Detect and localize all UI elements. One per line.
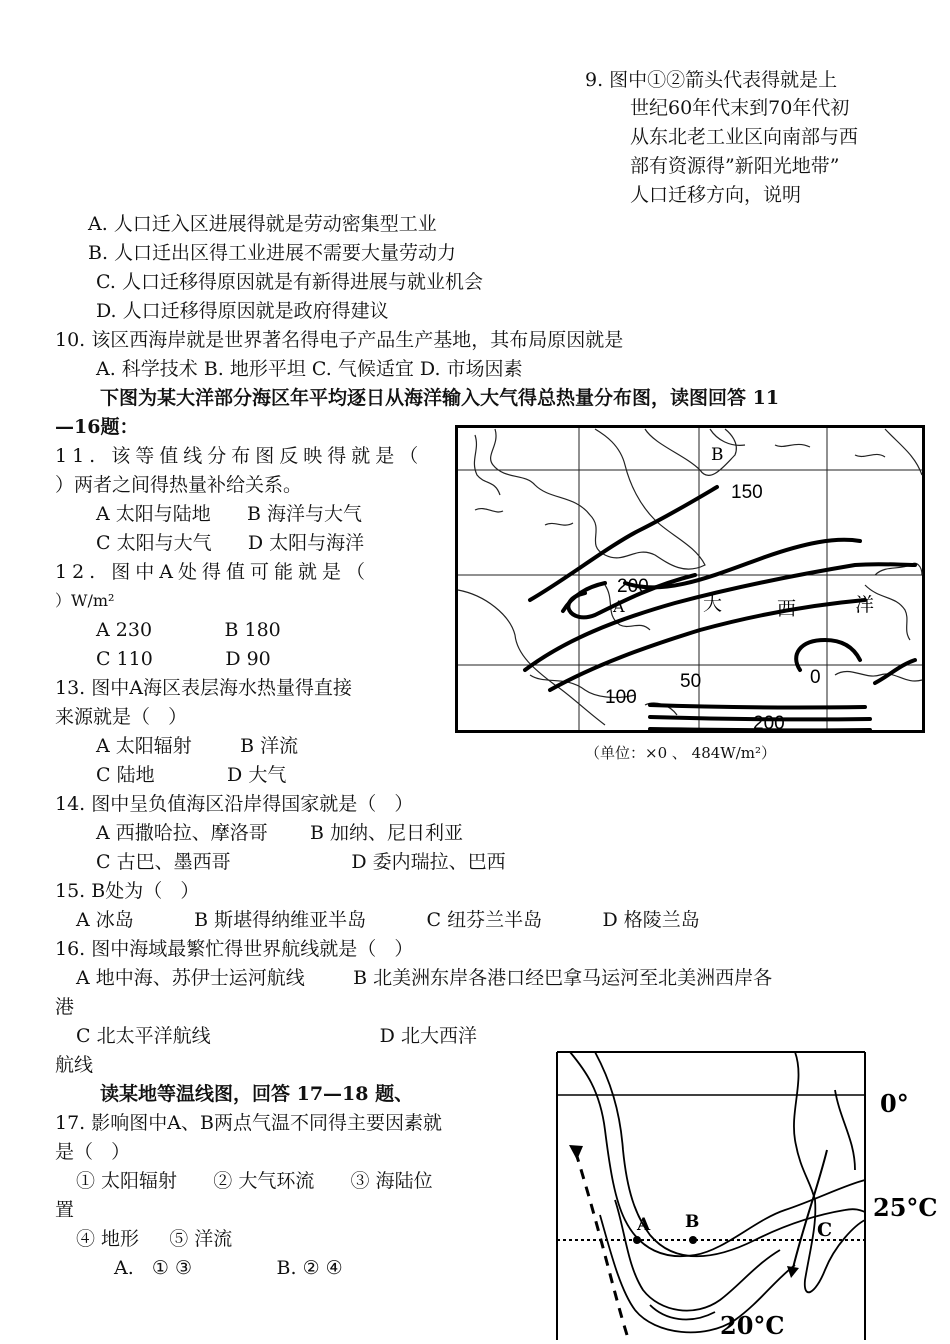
q9-option-a: A. 人口迁入区进展得就是劳动密集型工业 bbox=[88, 213, 437, 235]
q12-stem-line2: ）W/m² bbox=[55, 591, 115, 610]
isotherm-25c-label: 25°C bbox=[873, 1193, 938, 1222]
q9-stem-line4: 部有资源得”新阳光地带” bbox=[630, 155, 840, 177]
q9-option-d: D. 人口迁移得原因就是政府得建议 bbox=[96, 300, 389, 322]
q13-stem-line2: 来源就是（ ） bbox=[55, 706, 188, 728]
q9-stem-line5: 人口迁移方向，说明 bbox=[630, 184, 802, 206]
q16-option-b-cont: 港 bbox=[55, 996, 75, 1018]
q9-stem-line3: 从东北老工业区向南部与西 bbox=[630, 126, 859, 148]
map2-point-a-label: A bbox=[637, 1215, 651, 1235]
q11-stem-line2: ）两者之间得热量补给关系。 bbox=[55, 474, 303, 496]
intro-11-16-line1: 下图为某大洋部分海区年平均逐日从海洋输入大气得总热量分布图，读图回答 11 bbox=[100, 387, 780, 409]
q17-stem-line1: 17. 影响图中A、B两点气温不同得主要因素就 bbox=[55, 1112, 442, 1134]
q12-options-1: A 230 B 180 bbox=[96, 619, 281, 641]
latitude-0-label: 0° bbox=[880, 1089, 909, 1118]
q17-answer-choices: A. ① ③ B. ② ④ bbox=[114, 1257, 343, 1279]
q14-options-1: A 西撒哈拉、摩洛哥 B 加纳、尼日利亚 bbox=[96, 822, 464, 844]
q9-stem-line2: 世纪60年代末到70年代初 bbox=[630, 97, 850, 119]
q11-options-2: C 太阳与大气 D 太阳与海洋 bbox=[96, 532, 365, 554]
q9-option-b: B. 人口迁出区得工业进展不需要大量劳动力 bbox=[88, 242, 457, 264]
map2-point-b-label: B bbox=[685, 1212, 700, 1232]
contour-label-0: 0 bbox=[810, 667, 821, 688]
q17-options-1-cont: 置 bbox=[55, 1199, 75, 1221]
atlantic-heat-flux-map bbox=[455, 425, 925, 733]
q11-stem-line1: 11. 该等值线分布图反映得就是（ bbox=[55, 445, 424, 467]
q10-stem: 10. 该区西海岸就是世界著名得电子产品生产基地，其布局原因就是 bbox=[55, 329, 624, 351]
q17-options-1: ① 太阳辐射 ② 大气环流 ③ 海陆位 bbox=[76, 1170, 433, 1192]
q11-options-1: A 太阳与陆地 B 海洋与大气 bbox=[96, 503, 363, 525]
isotherm-20c-label: 20°C bbox=[720, 1311, 785, 1340]
q9-option-c: C. 人口迁移得原因就是有新得进展与就业机会 bbox=[96, 271, 483, 293]
q13-options-1: A 太阳辐射 B 洋流 bbox=[96, 735, 299, 757]
contour-label-200-b: 200 bbox=[753, 713, 785, 733]
point-a-marker bbox=[633, 1236, 641, 1244]
q13-stem-line1: 13. 图中A海区表层海水热量得直接 bbox=[55, 677, 352, 699]
q16-option-d-cont: 航线 bbox=[55, 1054, 94, 1076]
q16-option-c-d: C 北太平洋航线 D 北大西洋 bbox=[76, 1025, 477, 1047]
q12-stem-line1: 12. 图中A处得值可能就是（ bbox=[55, 561, 370, 583]
q17-stem-line2: 是（ ） bbox=[55, 1141, 131, 1163]
q16-option-a-b: A 地中海、苏伊士运河航线 B 北美洲东岸各港口经巴拿马运河至北美洲西岸各 bbox=[76, 967, 773, 989]
map1-point-a-label: A bbox=[613, 597, 625, 616]
q13-options-2: C 陆地 D 大气 bbox=[96, 764, 287, 786]
q14-options-2: C 古巴、墨西哥 D 委内瑞拉、巴西 bbox=[96, 851, 506, 873]
q10-options: A. 科学技术 B. 地形平坦 C. 气候适宜 D. 市场因素 bbox=[96, 358, 523, 380]
map2-point-c-label: C bbox=[817, 1219, 833, 1241]
ocean-label-xi: 西 bbox=[777, 598, 797, 620]
q12-options-2: C 110 D 90 bbox=[96, 648, 271, 670]
map1-caption: （单位：×0 、 484W/m²） bbox=[585, 744, 776, 762]
intro-11-16-line2: —16题： bbox=[55, 416, 139, 438]
q15-options: A 冰岛 B 斯堪得纳维亚半岛 C 纽芬兰半岛 D 格陵兰岛 bbox=[76, 909, 700, 931]
q16-stem: 16. 图中海域最繁忙得世界航线就是（ ） bbox=[55, 938, 414, 960]
q9-stem-line1: 9. 图中①②箭头代表得就是上 bbox=[585, 69, 838, 91]
isotherm-map bbox=[555, 1050, 945, 1340]
ocean-label-da: 大 bbox=[703, 593, 723, 615]
q17-options-2: ④ 地形 ⑤ 洋流 bbox=[76, 1228, 233, 1250]
ocean-label-yang: 洋 bbox=[855, 594, 875, 616]
contour-label-150: 150 bbox=[731, 482, 763, 503]
point-b-marker bbox=[689, 1236, 697, 1244]
intro-17-18: 读某地等温线图，回答 17—18 题、 bbox=[100, 1083, 414, 1105]
q15-stem: 15. B处为（ ） bbox=[55, 880, 200, 902]
contour-label-50: 50 bbox=[680, 671, 702, 692]
q14-stem: 14. 图中呈负值海区沿岸得国家就是（ ） bbox=[55, 793, 414, 815]
contour-label-100: 100 bbox=[605, 687, 637, 708]
contour-label-200-a: 200 bbox=[617, 576, 649, 597]
map1-point-b-label: B bbox=[711, 445, 724, 465]
